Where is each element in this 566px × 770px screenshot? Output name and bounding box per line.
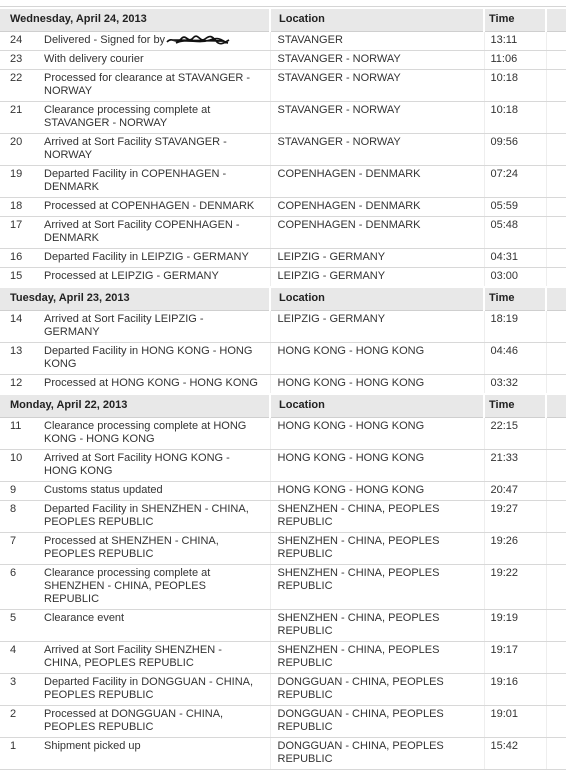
event-description-text: With delivery courier bbox=[44, 53, 144, 65]
event-description bbox=[44, 51, 270, 70]
table-row bbox=[0, 134, 566, 166]
event-number: 12 bbox=[0, 375, 44, 395]
event-description-text: Shipment picked up bbox=[44, 740, 141, 752]
event-location: COPENHAGEN - DENMARK bbox=[270, 198, 484, 217]
event-location: DONGGUAN - CHINA, PEOPLES REPUBLIC bbox=[270, 706, 484, 738]
event-description bbox=[44, 375, 270, 395]
event-number: 4 bbox=[0, 642, 44, 674]
date-header: Tuesday, April 23, 2013 bbox=[0, 287, 270, 311]
row-filler bbox=[546, 249, 566, 268]
row-filler bbox=[546, 610, 566, 642]
table-row bbox=[0, 501, 566, 533]
event-description-text: Arrived at Sort Facility STAVANGER - NORWAY bbox=[44, 136, 227, 161]
row-filler bbox=[546, 533, 566, 565]
event-description bbox=[44, 249, 270, 268]
time-column-header: Time bbox=[484, 394, 546, 418]
table-row bbox=[0, 311, 566, 343]
event-description-text: Clearance event bbox=[44, 612, 125, 624]
event-description-text: Customs status updated bbox=[44, 484, 163, 496]
event-description bbox=[44, 565, 270, 610]
event-time: 03:00 bbox=[484, 268, 546, 288]
event-time: 19:22 bbox=[484, 565, 546, 610]
table-row bbox=[0, 268, 566, 288]
row-filler bbox=[546, 102, 566, 134]
event-description-text: Arrived at Sort Facility SHENZHEN - CHINA, PEOPLES REPUBLIC bbox=[44, 644, 222, 669]
event-time: 11:06 bbox=[484, 51, 546, 70]
event-description-text: Processed at DONGGUAN - CHINA, PEOPLES REPUBLIC bbox=[44, 708, 224, 733]
event-location: DONGGUAN - CHINA, PEOPLES REPUBLIC bbox=[270, 674, 484, 706]
event-number: 24 bbox=[0, 32, 44, 51]
event-description bbox=[44, 610, 270, 642]
location-column-header: Location bbox=[270, 8, 484, 32]
event-number: 6 bbox=[0, 565, 44, 610]
row-filler bbox=[546, 343, 566, 375]
event-time: 19:01 bbox=[484, 706, 546, 738]
event-time: 04:31 bbox=[484, 249, 546, 268]
event-description-text: Delivered - Signed for by bbox=[44, 34, 166, 46]
event-description-text: Clearance processing complete at SHENZHEN - CHINA, PEOPLES REPUBLIC bbox=[44, 567, 211, 605]
event-location: DONGGUAN - CHINA, PEOPLES REPUBLIC bbox=[270, 738, 484, 770]
event-description bbox=[44, 501, 270, 533]
event-description bbox=[44, 418, 270, 450]
event-description-text: Departed Facility in COPENHAGEN - DENMARK bbox=[44, 168, 227, 193]
event-location: HONG KONG - HONG KONG bbox=[270, 375, 484, 395]
row-filler bbox=[546, 482, 566, 501]
tracking-table bbox=[0, 7, 566, 770]
event-description bbox=[44, 674, 270, 706]
event-description bbox=[44, 198, 270, 217]
event-time: 07:24 bbox=[484, 166, 546, 198]
table-row bbox=[0, 375, 566, 395]
event-number: 22 bbox=[0, 70, 44, 102]
event-number: 21 bbox=[0, 102, 44, 134]
event-number: 17 bbox=[0, 217, 44, 249]
date-header: Monday, April 22, 2013 bbox=[0, 394, 270, 418]
event-description bbox=[44, 482, 270, 501]
event-description bbox=[44, 706, 270, 738]
event-location: LEIPZIG - GERMANY bbox=[270, 268, 484, 288]
event-description bbox=[44, 450, 270, 482]
event-location: LEIPZIG - GERMANY bbox=[270, 311, 484, 343]
event-description-text: Clearance processing complete at STAVANGER - NORWAY bbox=[44, 104, 211, 129]
row-filler bbox=[546, 674, 566, 706]
time-column-header: Time bbox=[484, 8, 546, 32]
row-filler bbox=[546, 70, 566, 102]
header-filler bbox=[546, 287, 566, 311]
event-number: 20 bbox=[0, 134, 44, 166]
event-location: HONG KONG - HONG KONG bbox=[270, 343, 484, 375]
event-description-text: Arrived at Sort Facility COPENHAGEN - DENMARK bbox=[44, 219, 240, 244]
table-row bbox=[0, 249, 566, 268]
row-filler bbox=[546, 311, 566, 343]
event-description-text: Arrived at Sort Facility LEIPZIG - GERMANY bbox=[44, 313, 204, 338]
table-row bbox=[0, 418, 566, 450]
event-location: HONG KONG - HONG KONG bbox=[270, 450, 484, 482]
event-location: STAVANGER bbox=[270, 32, 484, 51]
row-filler bbox=[546, 565, 566, 610]
event-time: 04:46 bbox=[484, 343, 546, 375]
header-filler bbox=[546, 394, 566, 418]
date-header-row bbox=[0, 8, 566, 32]
event-location: SHENZHEN - CHINA, PEOPLES REPUBLIC bbox=[270, 565, 484, 610]
event-number: 5 bbox=[0, 610, 44, 642]
table-row bbox=[0, 610, 566, 642]
event-time: 10:18 bbox=[484, 102, 546, 134]
table-row bbox=[0, 102, 566, 134]
event-location: LEIPZIG - GERMANY bbox=[270, 249, 484, 268]
event-time: 13:11 bbox=[484, 32, 546, 51]
event-number: 3 bbox=[0, 674, 44, 706]
event-time: 22:15 bbox=[484, 418, 546, 450]
event-location: HONG KONG - HONG KONG bbox=[270, 418, 484, 450]
event-description-text: Processed at COPENHAGEN - DENMARK bbox=[44, 200, 255, 212]
event-number: 7 bbox=[0, 533, 44, 565]
event-time: 05:48 bbox=[484, 217, 546, 249]
event-number: 16 bbox=[0, 249, 44, 268]
event-time: 10:18 bbox=[484, 70, 546, 102]
event-time: 19:26 bbox=[484, 533, 546, 565]
event-description-text: Processed for clearance at STAVANGER - NORWAY bbox=[44, 72, 251, 97]
event-time: 05:59 bbox=[484, 198, 546, 217]
row-filler bbox=[546, 706, 566, 738]
event-description bbox=[44, 134, 270, 166]
event-description bbox=[44, 70, 270, 102]
event-description-text: Departed Facility in DONGGUAN - CHINA, PEOPLES REPUBLIC bbox=[44, 676, 254, 701]
event-time: 20:47 bbox=[484, 482, 546, 501]
table-row bbox=[0, 32, 566, 51]
event-location: SHENZHEN - CHINA, PEOPLES REPUBLIC bbox=[270, 610, 484, 642]
event-description-text: Departed Facility in SHENZHEN - CHINA, PEOPLES REPUBLIC bbox=[44, 503, 249, 528]
row-filler bbox=[546, 51, 566, 70]
event-location: COPENHAGEN - DENMARK bbox=[270, 217, 484, 249]
redacted-signature-scribble bbox=[166, 34, 230, 46]
row-filler bbox=[546, 418, 566, 450]
table-row bbox=[0, 738, 566, 770]
event-time: 19:16 bbox=[484, 674, 546, 706]
event-description-text: Clearance processing complete at HONG KONG - HONG KONG bbox=[44, 420, 247, 445]
event-time: 15:42 bbox=[484, 738, 546, 770]
row-filler bbox=[546, 375, 566, 395]
row-filler bbox=[546, 32, 566, 51]
event-description bbox=[44, 268, 270, 288]
row-filler bbox=[546, 501, 566, 533]
event-location: STAVANGER - NORWAY bbox=[270, 70, 484, 102]
event-description-text: Processed at LEIPZIG - GERMANY bbox=[44, 270, 219, 282]
time-column-header: Time bbox=[484, 287, 546, 311]
event-number: 9 bbox=[0, 482, 44, 501]
table-row bbox=[0, 533, 566, 565]
table-row bbox=[0, 450, 566, 482]
event-number: 10 bbox=[0, 450, 44, 482]
table-row bbox=[0, 706, 566, 738]
top-border bbox=[0, 0, 566, 7]
event-description-text: Departed Facility in HONG KONG - HONG KONG bbox=[44, 345, 253, 370]
event-description-text: Processed at SHENZHEN - CHINA, PEOPLES REPUBLIC bbox=[44, 535, 219, 560]
date-header: Wednesday, April 24, 2013 bbox=[0, 8, 270, 32]
event-description bbox=[44, 166, 270, 198]
row-filler bbox=[546, 450, 566, 482]
table-row bbox=[0, 70, 566, 102]
event-description bbox=[44, 217, 270, 249]
event-description-text: Arrived at Sort Facility HONG KONG - HONG KONG bbox=[44, 452, 230, 477]
row-filler bbox=[546, 198, 566, 217]
event-time: 19:17 bbox=[484, 642, 546, 674]
event-description bbox=[44, 738, 270, 770]
row-filler bbox=[546, 217, 566, 249]
event-number: 8 bbox=[0, 501, 44, 533]
event-description bbox=[44, 642, 270, 674]
header-filler bbox=[546, 8, 566, 32]
table-row bbox=[0, 217, 566, 249]
event-time: 03:32 bbox=[484, 375, 546, 395]
event-description bbox=[44, 102, 270, 134]
event-time: 19:27 bbox=[484, 501, 546, 533]
table-row bbox=[0, 51, 566, 70]
event-location: STAVANGER - NORWAY bbox=[270, 134, 484, 166]
event-time: 18:19 bbox=[484, 311, 546, 343]
event-number: 23 bbox=[0, 51, 44, 70]
row-filler bbox=[546, 268, 566, 288]
event-number: 19 bbox=[0, 166, 44, 198]
location-column-header: Location bbox=[270, 394, 484, 418]
table-row bbox=[0, 642, 566, 674]
event-location: STAVANGER - NORWAY bbox=[270, 51, 484, 70]
event-number: 2 bbox=[0, 706, 44, 738]
event-number: 18 bbox=[0, 198, 44, 217]
date-header-row bbox=[0, 394, 566, 418]
event-description bbox=[44, 343, 270, 375]
event-location: COPENHAGEN - DENMARK bbox=[270, 166, 484, 198]
location-column-header: Location bbox=[270, 287, 484, 311]
table-row bbox=[0, 674, 566, 706]
row-filler bbox=[546, 642, 566, 674]
event-description-text: Departed Facility in LEIPZIG - GERMANY bbox=[44, 251, 249, 263]
table-row bbox=[0, 198, 566, 217]
event-description-text: Processed at HONG KONG - HONG KONG bbox=[44, 377, 258, 389]
event-location: SHENZHEN - CHINA, PEOPLES REPUBLIC bbox=[270, 642, 484, 674]
date-header-row bbox=[0, 287, 566, 311]
event-number: 15 bbox=[0, 268, 44, 288]
event-time: 21:33 bbox=[484, 450, 546, 482]
table-row bbox=[0, 482, 566, 501]
event-number: 1 bbox=[0, 738, 44, 770]
event-description bbox=[44, 533, 270, 565]
table-row bbox=[0, 565, 566, 610]
table-row bbox=[0, 166, 566, 198]
event-time: 09:56 bbox=[484, 134, 546, 166]
row-filler bbox=[546, 166, 566, 198]
table-row bbox=[0, 343, 566, 375]
event-location: SHENZHEN - CHINA, PEOPLES REPUBLIC bbox=[270, 533, 484, 565]
event-time: 19:19 bbox=[484, 610, 546, 642]
event-description bbox=[44, 32, 270, 51]
event-number: 13 bbox=[0, 343, 44, 375]
event-location: STAVANGER - NORWAY bbox=[270, 102, 484, 134]
tracking-body bbox=[0, 8, 566, 770]
event-number: 11 bbox=[0, 418, 44, 450]
row-filler bbox=[546, 738, 566, 770]
event-description bbox=[44, 311, 270, 343]
event-number: 14 bbox=[0, 311, 44, 343]
event-location: HONG KONG - HONG KONG bbox=[270, 482, 484, 501]
row-filler bbox=[546, 134, 566, 166]
event-location: SHENZHEN - CHINA, PEOPLES REPUBLIC bbox=[270, 501, 484, 533]
